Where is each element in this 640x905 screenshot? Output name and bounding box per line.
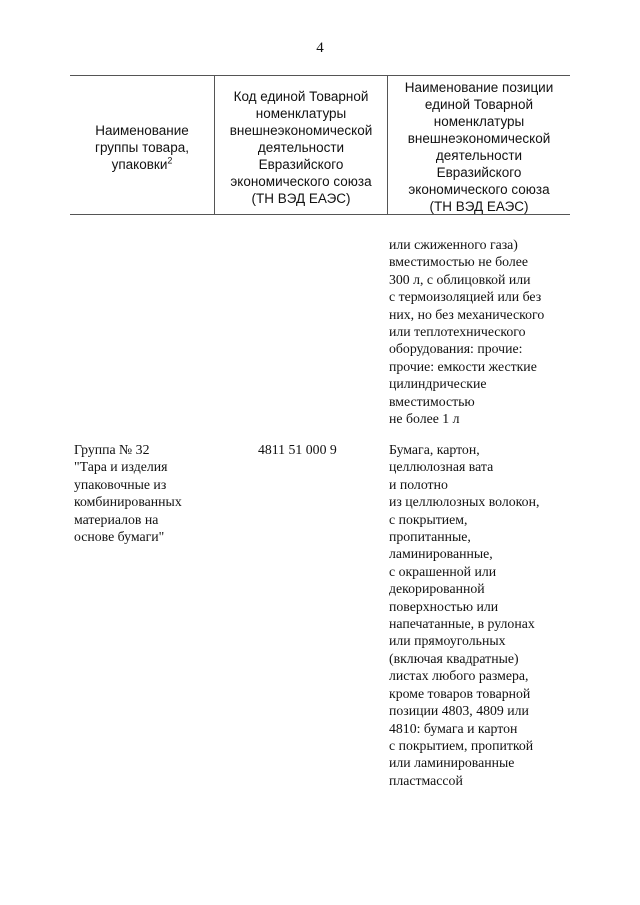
header-line: Код единой Товарной (233, 89, 369, 104)
text-line: с термоизоляцией или без (389, 289, 542, 305)
continued-description (389, 236, 544, 427)
text-line: оборудования: прочие: (389, 341, 523, 357)
header-line (70, 156, 214, 173)
header-line: единой Товарной (424, 97, 534, 112)
group-name-cell (74, 441, 182, 545)
header-line: экономического союза (408, 182, 550, 197)
text-line: не более 1 л (389, 411, 460, 427)
text-line: вместимостью (389, 393, 475, 409)
text-line: 300 л, с облицовкой или (389, 271, 531, 287)
text-line: с покрытием, пропиткой (389, 737, 534, 753)
text-line: листах любого размера, (389, 668, 529, 684)
header-group-name (70, 122, 214, 173)
text-line: напечатанные, в рулонах (389, 616, 535, 632)
text-line: и полотно (389, 476, 448, 492)
text-line: целлюлозная вата (389, 459, 494, 475)
text-line: из целлюлозных волокон, (389, 494, 540, 510)
text-line: прочие: емкости жесткие (389, 358, 537, 374)
text-line: с покрытием, (389, 511, 468, 527)
group-description-cell (389, 441, 539, 789)
header-position-name (388, 79, 570, 215)
text-line: основе бумаги" (74, 529, 165, 545)
text-line: комбинированных (74, 494, 182, 510)
header-line: номенклатуры (255, 106, 347, 121)
text-line: или теплотехнического (389, 324, 526, 340)
header-text: упаковки (111, 157, 168, 172)
text-line: (включая квадратные) (389, 650, 519, 666)
header-line: Наименование позиции (404, 80, 554, 95)
text-line: Бумага, картон, (389, 442, 480, 457)
header-line: номенклатуры (433, 114, 525, 129)
text-line: ламинированные, (389, 546, 493, 562)
text-line: вместимостью не более (389, 254, 529, 270)
text-line: позиции 4803, 4809 или (389, 703, 529, 719)
text-line: поверхностью или (389, 598, 499, 614)
text-line: декорированной (389, 581, 485, 597)
footnote-marker: 2 (167, 155, 173, 166)
header-line: экономического союза (230, 174, 372, 189)
table-top-rule (70, 75, 570, 76)
header-code (215, 88, 387, 207)
text-line: или сжиженного газа) (389, 237, 518, 252)
text-line: них, но без механического (389, 306, 545, 322)
header-line: деятельности (435, 148, 523, 163)
text-line: 4810: бумага и картон (389, 720, 518, 736)
text-line: пропитанные, (389, 529, 471, 545)
tnved-code: 4811 51 000 9 (258, 442, 337, 457)
header-line: (ТН ВЭД ЕАЭС) (429, 199, 529, 214)
header-line: (ТН ВЭД ЕАЭС) (251, 191, 351, 206)
text-line: Группа № 32 (74, 442, 150, 457)
text-line: "Тара и изделия (74, 459, 168, 475)
header-line: Наименование (95, 123, 189, 138)
text-line: или прямоугольных (389, 633, 506, 649)
header-line: деятельности (257, 140, 345, 155)
header-line: группы товара, (95, 140, 189, 155)
header-line: Евразийского (436, 165, 522, 180)
page-number: 4 (316, 40, 324, 56)
header-line: внешнеэкономической (407, 131, 551, 146)
header-line: внешнеэкономической (229, 123, 373, 138)
text-line: или ламинированные (389, 755, 515, 771)
text-line: упаковочные из (74, 476, 167, 492)
text-line: материалов на (74, 511, 159, 527)
header-line: Евразийского (258, 157, 344, 172)
text-line: с окрашенной или (389, 563, 497, 579)
group-code-cell (258, 441, 337, 458)
text-line: пластмассой (389, 772, 463, 788)
text-line: цилиндрические (389, 376, 487, 392)
text-line: кроме товаров товарной (389, 685, 531, 701)
